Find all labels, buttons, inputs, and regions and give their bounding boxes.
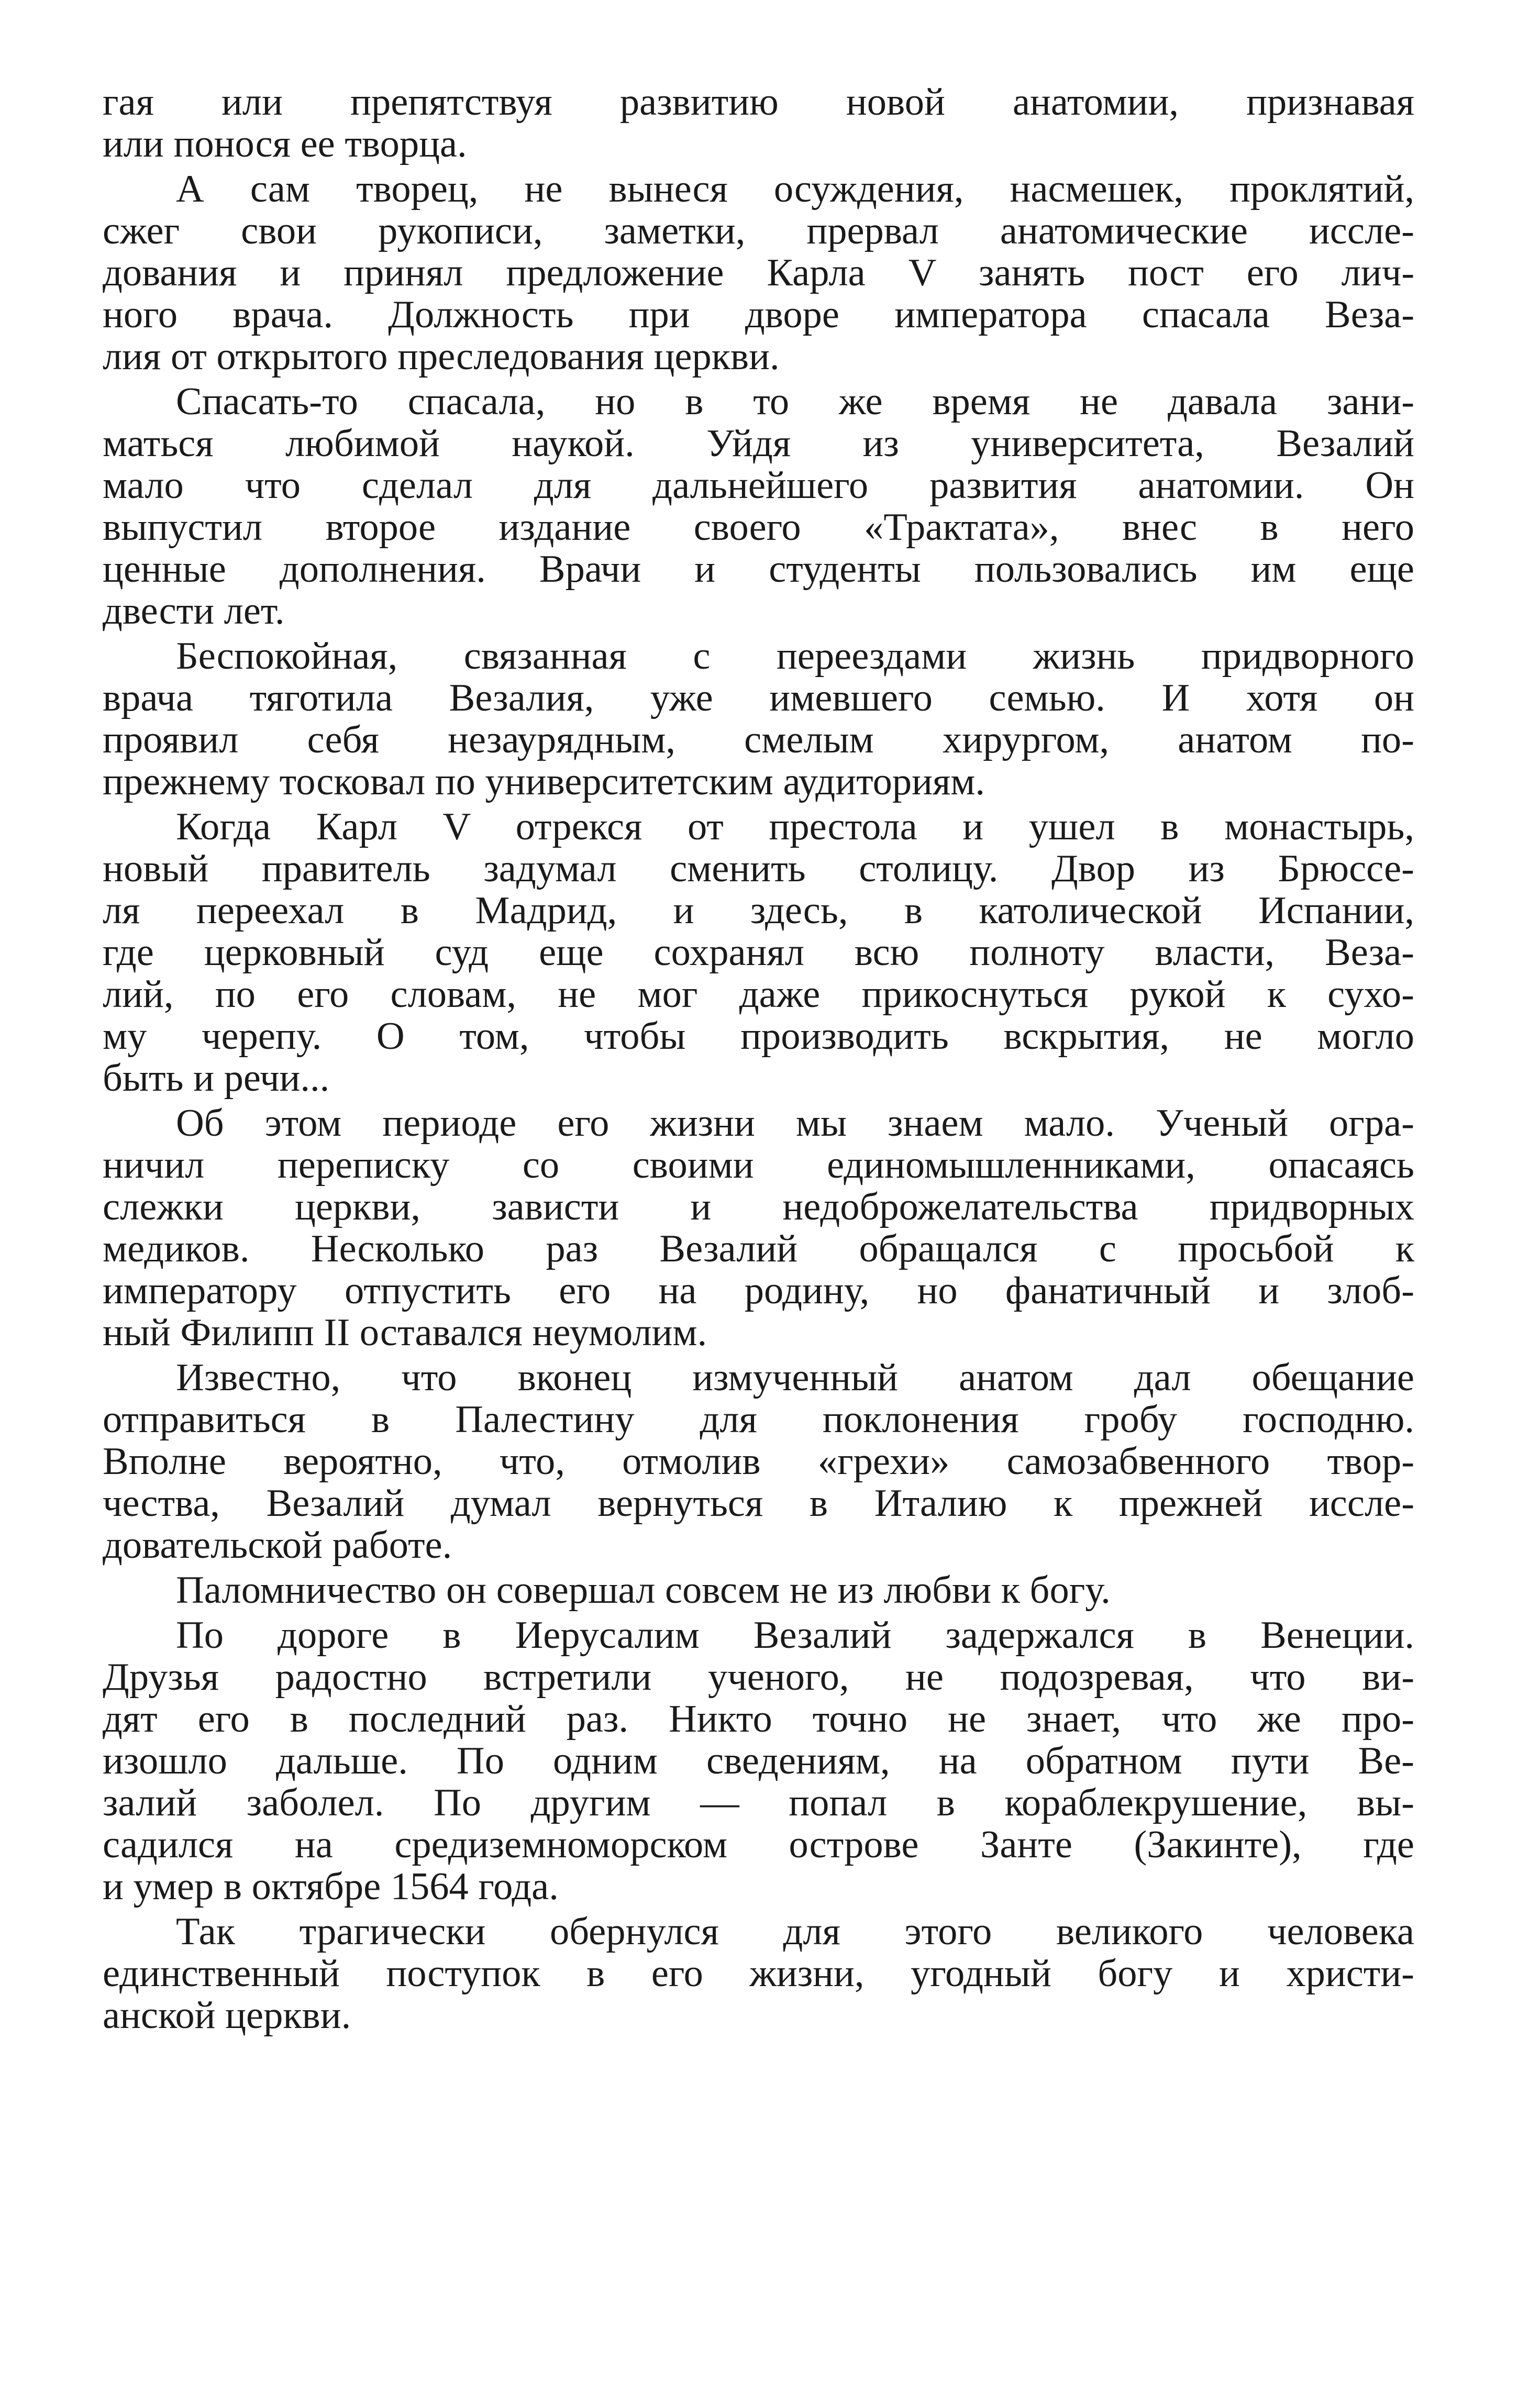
text-line: ля переехал в Мадрид, и здесь, в католической Испании,	[103, 889, 1414, 932]
text-line: двести лет.	[103, 590, 285, 633]
paragraph	[103, 168, 1414, 378]
paragraph	[103, 806, 1414, 1099]
text-line: изошло дальше. По одним сведениям, на обратном пути Ве-	[103, 1739, 1414, 1782]
text-line: ничил переписку со своими единомышленниками, опасаясь	[103, 1144, 1414, 1187]
text-line: слежки церкви, зависти и недоброжелательства придворных	[103, 1185, 1414, 1228]
text-line: маться любимой наукой. Уйдя из университета, Везалий	[103, 422, 1414, 465]
text-line: императору отпустить его на родину, но фанатичный и злоб-	[103, 1269, 1414, 1312]
paragraph	[103, 1569, 1414, 1611]
text-line: новый правитель задумал сменить столицу. Двор из Брюссе-	[103, 847, 1414, 890]
text-line: Беспокойная, связанная с переездами жизнь придворного	[176, 635, 1414, 678]
text-line: Спасать-то спасала, но в то же время не давала зани-	[176, 380, 1414, 423]
text-line: Об этом периоде его жизни мы знаем мало. Ученый огра-	[176, 1102, 1414, 1145]
text-line: ный Филипп II оставался неумолим.	[103, 1311, 707, 1354]
text-line: мало что сделал для дальнейшего развития анатомии. Он	[103, 464, 1414, 507]
text-line: ного врача. Должность при дворе императора спасала Веза-	[103, 293, 1414, 336]
text-line: сжег свои рукописи, заметки, прервал анатомические иссле-	[103, 209, 1414, 252]
text-line: лия от открытого преследования церкви.	[103, 335, 780, 378]
text-line: Когда Карл V отрекся от престола и ушел в монастырь,	[176, 805, 1414, 848]
text-line: лий, по его словам, не мог даже прикоснуться рукой к сухо-	[103, 973, 1414, 1016]
text-line: единственный поступок в его жизни, угодный богу и христи-	[103, 1952, 1414, 1995]
text-line: садился на средиземноморском острове Занте (Закинте), где	[103, 1823, 1414, 1866]
text-line: залий заболел. По другим — попал в кораблекрушение, вы-	[103, 1781, 1414, 1824]
paragraph	[103, 1102, 1414, 1354]
paragraph	[103, 1911, 1414, 2036]
text-line: анской церкви.	[103, 1994, 351, 2037]
text-line: и умер в октябре 1564 года.	[103, 1865, 559, 1908]
text-line: А сам творец, не вынеся осуждения, насмешек, проклятий,	[176, 168, 1414, 210]
page-body-text	[103, 81, 1414, 2036]
text-line: дят его в последний раз. Никто точно не знает, что же про-	[103, 1698, 1414, 1741]
text-line: Известно, что вконец измученный анатом дал обещание	[176, 1356, 1414, 1399]
text-line: отправиться в Палестину для поклонения гробу господню.	[103, 1398, 1414, 1441]
text-line: ценные дополнения. Врачи и студенты пользовались им еще	[103, 548, 1414, 591]
paragraph	[103, 635, 1414, 803]
text-line: дования и принял предложение Карла V занять пост его лич-	[103, 251, 1414, 294]
paragraph	[103, 81, 1414, 165]
text-line: По дороге в Иерусалим Везалий задержался в Венеции.	[176, 1614, 1414, 1657]
text-line: Вполне вероятно, что, отмолив «грехи» самозабвенного твор-	[103, 1440, 1414, 1483]
text-line: му черепу. О том, чтобы производить вскрытия, не могло	[103, 1015, 1414, 1058]
text-line: прежнему тосковал по университетским аудиториям.	[103, 760, 985, 803]
text-line: проявил себя незаурядным, смелым хирургом, анатом по-	[103, 718, 1414, 761]
paragraph	[103, 1357, 1414, 1566]
text-line: выпустил второе издание своего «Трактата», внес в него	[103, 506, 1414, 549]
text-line: быть и речи...	[103, 1057, 330, 1100]
paragraph	[103, 381, 1414, 632]
paragraph	[103, 1614, 1414, 1908]
text-line: где церковный суд еще сохранял всю полноту власти, Веза-	[103, 931, 1414, 974]
text-line: или понося ее творца.	[103, 123, 467, 165]
text-line: врача тяготила Везалия, уже имевшего семью. И хотя он	[103, 677, 1414, 719]
text-line: гая или препятствуя развитию новой анатомии, признавая	[103, 81, 1414, 124]
text-line: довательской работе.	[103, 1524, 452, 1567]
text-line: медиков. Несколько раз Везалий обращался с просьбой к	[103, 1227, 1414, 1270]
text-line: Друзья радостно встретили ученого, не подозревая, что ви-	[103, 1656, 1414, 1699]
text-line: Так трагически обернулся для этого великого человека	[176, 1910, 1414, 1953]
text-line: Паломничество он совершал совсем не из любви к богу.	[176, 1569, 1111, 1612]
text-line: чества, Везалий думал вернуться в Италию к прежней иссле-	[103, 1482, 1414, 1525]
